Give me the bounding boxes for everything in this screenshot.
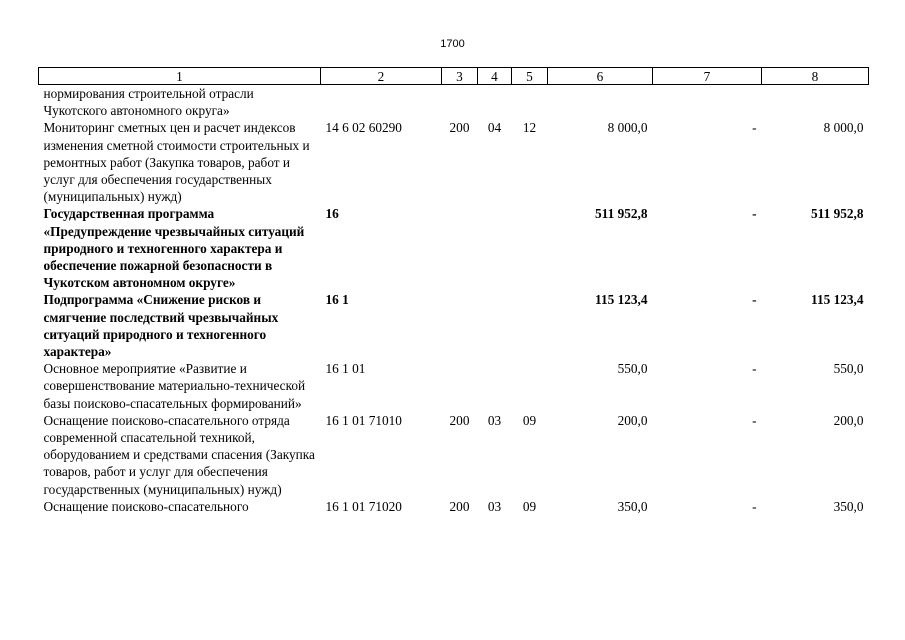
row-expense-type [442,85,478,120]
table-row [39,412,869,498]
table-row [39,85,869,120]
table-row [39,205,869,291]
table-row [39,119,869,205]
row-amount: 350,0 [617,498,648,514]
row-amount: 511 952,8 [595,206,648,222]
row-code: 14 6 02 60290 [325,120,402,136]
row-amount: 200,0 [617,412,648,428]
row-change [653,85,762,120]
header-col-2: 2 [321,68,442,85]
row-total: 350,0 [833,498,864,514]
row-code: 16 1 01 [325,361,366,377]
row-total: 550,0 [833,361,864,377]
row-section: 03 [487,498,502,514]
row-section: 03 [487,412,502,428]
row-change: - [752,292,757,308]
table-row [39,360,869,412]
header-col-5: 5 [512,68,548,85]
row-change: - [752,120,757,136]
row-subsection: 09 [522,498,537,514]
header-col-4: 4 [478,68,512,85]
row-expense-type [442,360,478,412]
row-expense-type: 200 [449,498,470,514]
row-name: Мониторинг сметных цен и расчет индексов изменения сметной стоимости строительных и ремонтных работ (Закупка товаров, работ и услуг для обеспечения государственных (муниципальных) нужд) [43,120,310,205]
row-code: 16 1 [325,292,349,308]
row-section [478,85,512,120]
header-col-3: 3 [442,68,478,85]
row-name: нормирования строительной отрасли Чукотского автономного округа» [43,86,254,119]
row-total: 115 123,4 [811,292,864,308]
row-section [478,360,512,412]
budget-table [38,67,869,515]
row-name: Основное мероприятие «Развитие и совершенствование материально-технической базы поисково-спасательных формирований» [43,361,306,411]
row-total [762,85,869,120]
header-col-6: 6 [548,68,653,85]
header-col-7: 7 [653,68,762,85]
row-total: 200,0 [833,412,864,428]
row-name: Государственная программа «Предупреждение чрезвычайных ситуаций природного и техногенного характера и обеспечение пожарной безопасности в Чукотском автономном округе» [43,206,305,291]
row-subsection: 12 [522,120,537,136]
table-row [39,498,869,515]
row-change: - [752,412,757,428]
row-subsection [512,85,548,120]
row-total: 511 952,8 [811,206,864,222]
header-col-1: 1 [39,68,321,85]
row-change: - [752,498,757,514]
row-code: 16 1 01 71010 [325,412,402,428]
row-name: Оснащение поисково-спасательного [43,498,249,514]
table-row [39,291,869,360]
row-amount: 550,0 [617,361,648,377]
row-amount: 8 000,0 [607,120,648,136]
header-row [39,68,869,85]
row-expense-type: 200 [449,120,470,136]
row-section [478,291,512,360]
row-subsection [512,360,548,412]
row-code [321,85,442,120]
row-amount: 115 123,4 [595,292,648,308]
row-change: - [752,361,757,377]
row-amount [548,85,653,120]
row-expense-type: 200 [449,412,470,428]
page-number: 1700 [440,38,465,50]
row-expense-type [442,205,478,291]
row-change: - [752,206,757,222]
row-subsection [512,205,548,291]
header-col-8: 8 [762,68,869,85]
row-name: Оснащение поисково-спасательного отряда современной спасательной техникой, оборудованием и средствами спасения (Закупка товаров, работ и услуг для обеспечения государственных (муниципальных) нужд) [43,412,315,497]
row-code: 16 1 01 71020 [325,498,402,514]
row-section: 04 [487,120,502,136]
row-section [478,205,512,291]
row-total: 8 000,0 [823,120,864,136]
row-expense-type [442,291,478,360]
row-subsection: 09 [522,412,537,428]
row-subsection [512,291,548,360]
row-code: 16 [325,206,339,222]
row-name: Подпрограмма «Снижение рисков и смягчение последствий чрезвычайных ситуаций природного и техногенного характера» [43,292,279,360]
